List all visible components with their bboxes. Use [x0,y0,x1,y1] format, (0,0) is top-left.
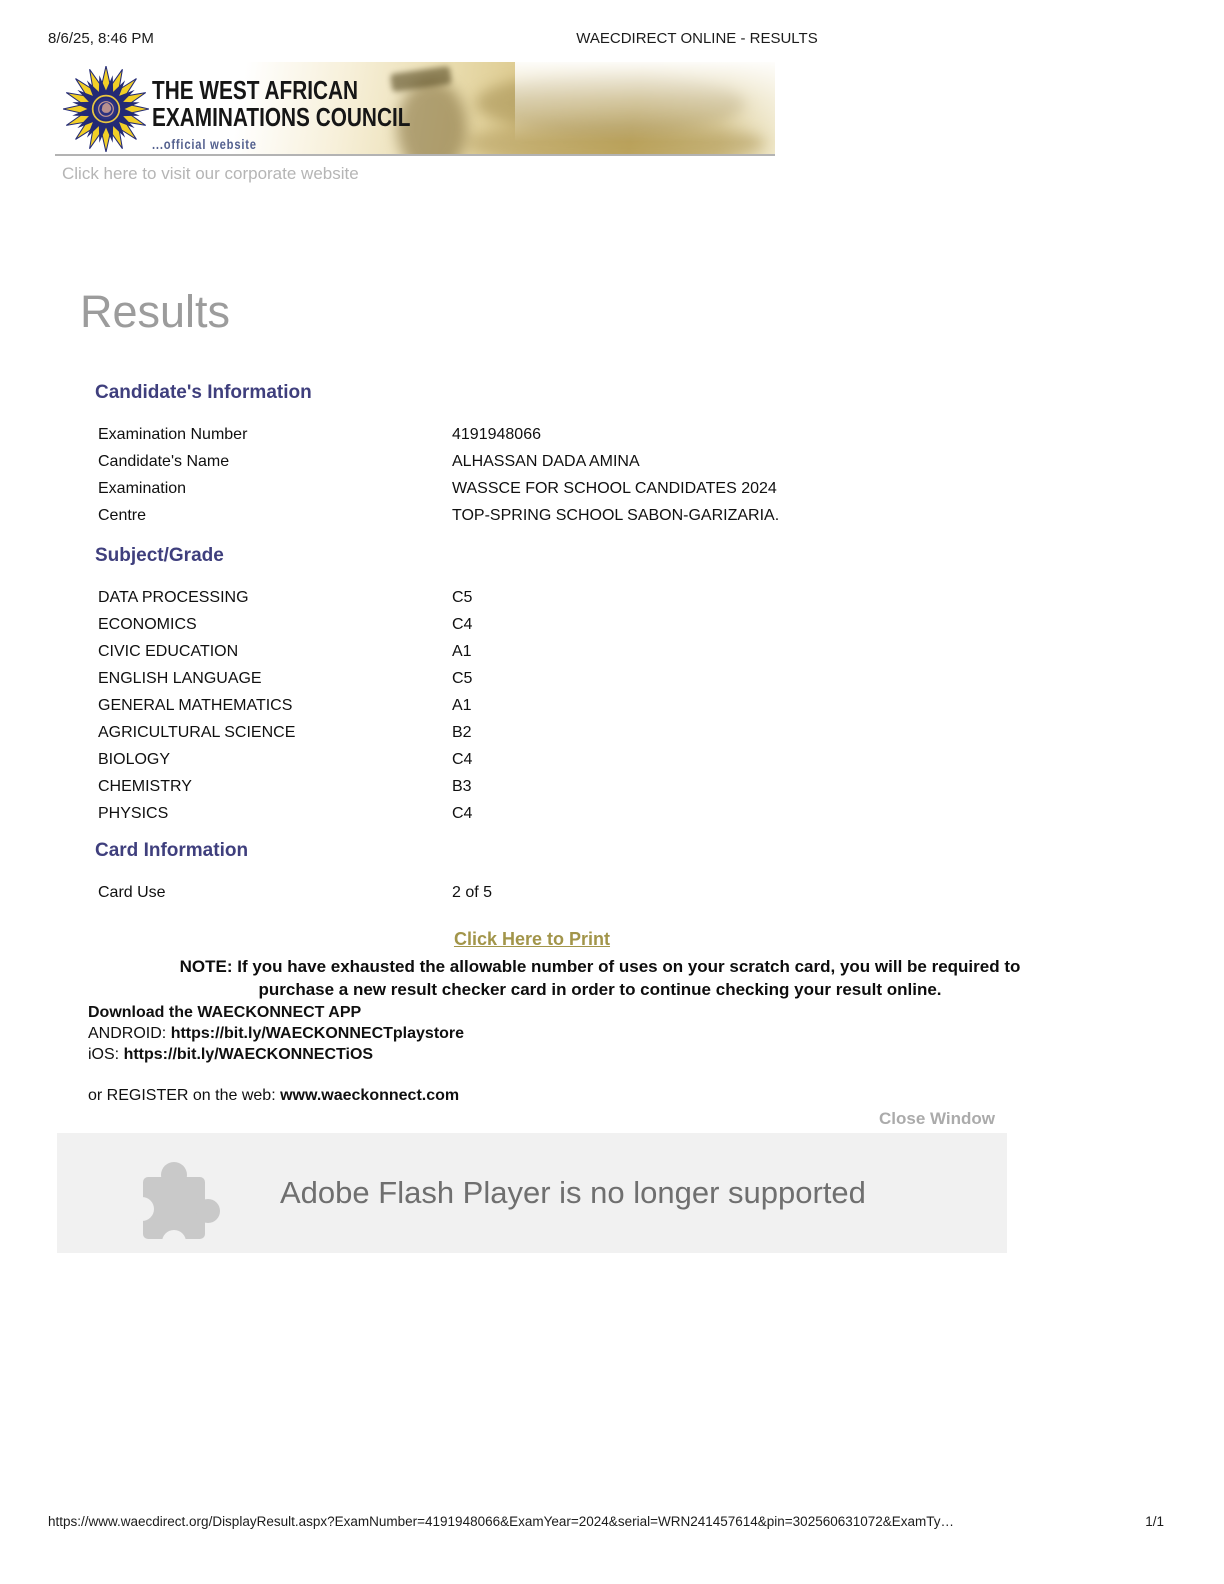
card-info-table [98,879,918,906]
ios-line [88,1044,464,1065]
register-label: or REGISTER on the web: [88,1087,276,1104]
print-datetime: 8/6/25, 8:46 PM [48,30,154,47]
subject-cell: PHYSICS [98,804,169,822]
grade-cell: C4 [452,615,473,633]
row-value: TOP-SPRING SCHOOL SABON-GARIZARIA. [452,506,780,524]
flash-notice-text: Adobe Flash Player is no longer supported [280,1175,866,1210]
table-row [98,746,918,773]
row-value: 2 of 5 [452,883,493,901]
waec-banner[interactable] [55,62,775,156]
org-name-line2: EXAMINATIONS COUNCIL [152,102,411,132]
page-title: Results [80,286,231,337]
table-row [98,773,918,800]
grade-cell: C4 [452,750,473,768]
table-row [98,502,918,529]
row-value: WASSCE FOR SCHOOL CANDIDATES 2024 [452,479,777,497]
puzzle-piece-icon [128,1149,228,1249]
subject-grade-heading: Subject/Grade [95,545,224,566]
register-line [88,1085,464,1106]
close-window-link[interactable]: Close Window [878,1109,995,1128]
subject-cell: ECONOMICS [98,615,197,633]
corporate-website-link[interactable]: Click here to visit our corporate website [62,164,359,183]
waec-logo-icon [63,66,149,152]
subject-cell: CHEMISTRY [98,777,192,795]
table-row [98,448,918,475]
candidate-info-heading: Candidate's Information [95,382,312,403]
table-row [98,692,918,719]
row-label: Candidate's Name [98,452,230,470]
grade-cell: C5 [452,669,473,687]
note-label: NOTE: [179,957,233,976]
org-tagline: ...official website [152,136,257,152]
android-line [88,1023,464,1044]
subject-cell: DATA PROCESSING [98,588,249,606]
candidate-info-table [98,421,918,529]
table-row [98,421,918,448]
android-label: ANDROID: [88,1025,167,1042]
register-url: www.waeckonnect.com [280,1087,460,1104]
print-footer-page: 1/1 [1145,1514,1164,1529]
note-line2: purchase a new result checker card in order to continue checking your result online. [258,980,942,999]
grade-cell: A1 [452,696,472,714]
ios-url: https://bit.ly/WAECKONNECTiOS [123,1046,374,1063]
banner-fade [515,62,775,156]
print-title: WAECDIRECT ONLINE - RESULTS [576,30,818,47]
download-heading: Download the WAECKONNECT APP [88,1004,362,1021]
row-value: ALHASSAN DADA AMINA [452,452,640,470]
subject-grade-table [98,584,918,827]
flash-notice-banner [57,1133,1007,1253]
card-info-heading: Card Information [95,840,249,861]
table-row [98,475,918,502]
row-label: Examination [98,479,187,497]
table-row [98,638,918,665]
row-value: 4191948066 [452,425,541,443]
subject-cell: BIOLOGY [98,750,171,768]
grade-cell: C5 [452,588,473,606]
ios-label: iOS: [88,1046,120,1063]
grade-cell: C4 [452,804,473,822]
org-name [152,77,410,152]
print-footer-url: https://www.waecdirect.org/DisplayResult.aspx?ExamNumber=4191948066&ExamYear=2024&serial=WRN241457614&pin=302560631072&ExamTy… [48,1514,955,1529]
table-row [98,584,918,611]
subject-cell: ENGLISH LANGUAGE [98,669,262,687]
app-promo [88,1002,464,1106]
note-line1: If you have exhausted the allowable number of uses on your scratch card, you will be required to [237,957,1021,976]
grade-cell: B2 [452,723,472,741]
table-row [98,879,918,906]
table-row [98,611,918,638]
org-name-line1: THE WEST AFRICAN [152,75,359,105]
table-row [98,719,918,746]
subject-cell: AGRICULTURAL SCIENCE [98,723,296,741]
table-row [98,800,918,827]
table-row [98,665,918,692]
android-url: https://bit.ly/WAECKONNECTplaystore [170,1025,465,1042]
note-text [100,955,1100,1001]
print-link[interactable]: Click Here to Print [453,929,611,949]
grade-cell: A1 [452,642,472,660]
row-label: Examination Number [98,425,248,443]
row-label: Centre [98,506,147,524]
row-label: Card Use [98,883,166,901]
grade-cell: B3 [452,777,472,795]
subject-cell: GENERAL MATHEMATICS [98,696,293,714]
subject-cell: CIVIC EDUCATION [98,642,239,660]
